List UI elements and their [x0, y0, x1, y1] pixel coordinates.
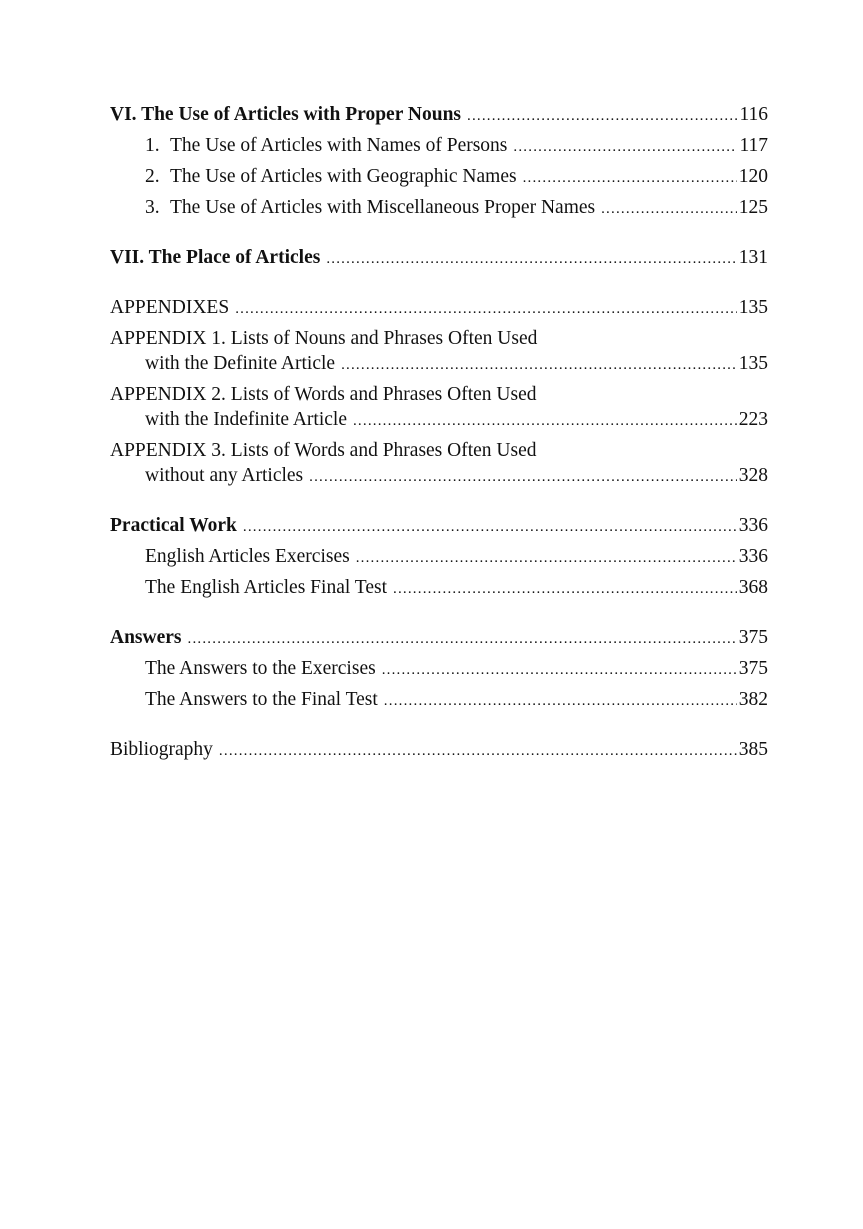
dot-leader	[326, 247, 736, 272]
entry-title-line-2: with the Definite Article	[145, 353, 336, 374]
dot-leader	[188, 627, 737, 652]
section-spacer	[110, 494, 768, 513]
page-number: 382	[738, 689, 768, 710]
page-number: 375	[738, 627, 768, 648]
dot-leader	[467, 104, 737, 129]
entry-number: 1.	[145, 135, 160, 156]
page-number: 336	[738, 515, 768, 536]
toc-entry-answers[interactable]	[110, 625, 768, 656]
entry-title-line-2: with the Indefinite Article	[145, 409, 347, 430]
section-spacer	[110, 226, 768, 245]
page-number: 328	[738, 465, 768, 486]
dot-leader	[243, 515, 737, 540]
entry-title-line-2-row	[110, 351, 768, 382]
dot-leader	[382, 658, 737, 683]
dot-leader	[309, 465, 737, 490]
toc-entry-practical-work[interactable]	[110, 513, 768, 544]
page-number: 336	[738, 546, 768, 567]
page-number: 120	[738, 166, 768, 187]
toc-entry-appendix-3[interactable]	[110, 438, 768, 494]
entry-title: The Use of Articles with Geographic Names	[170, 166, 517, 187]
page-number: 368	[738, 577, 768, 598]
entry-title: Answers	[110, 627, 182, 648]
section-spacer	[110, 606, 768, 625]
dot-leader	[513, 135, 737, 160]
toc-entry-final-test[interactable]	[110, 575, 768, 606]
entry-title: The Use of Articles with Miscellaneous Proper Names	[170, 197, 596, 218]
toc-entry-6-2[interactable]	[110, 164, 768, 195]
toc-entry-answers-final-test[interactable]	[110, 687, 768, 718]
entry-title: VI. The Use of Articles with Proper Nouns	[110, 104, 461, 125]
page-number: 117	[739, 135, 768, 156]
dot-leader	[353, 409, 737, 434]
entry-number: 2.	[145, 166, 160, 187]
dot-leader	[341, 353, 737, 378]
entry-title-line-1: APPENDIX 1. Lists of Nouns and Phrases Often Used	[110, 328, 538, 349]
dot-leader	[356, 546, 737, 571]
dot-leader	[384, 689, 737, 714]
toc-entry-bibliography[interactable]	[110, 737, 768, 768]
entry-title: The English Articles Final Test	[145, 577, 387, 598]
page-number: 385	[738, 739, 768, 760]
entry-title: The Answers to the Exercises	[145, 658, 376, 679]
table-of-contents	[110, 102, 768, 768]
entry-title: APPENDIXES	[110, 297, 230, 318]
entry-title: Bibliography	[110, 739, 213, 760]
entry-number: 3.	[145, 197, 160, 218]
dot-leader	[235, 297, 737, 322]
entry-title: The Use of Articles with Names of Persons	[170, 135, 508, 156]
toc-entry-appendixes[interactable]	[110, 295, 768, 326]
toc-entry-answers-exercises[interactable]	[110, 656, 768, 687]
entry-title-line-2: without any Articles	[145, 465, 304, 486]
toc-entry-6-3[interactable]	[110, 195, 768, 226]
page-number: 375	[738, 658, 768, 679]
entry-title: English Articles Exercises	[145, 546, 350, 567]
section-spacer	[110, 276, 768, 295]
dot-leader	[523, 166, 737, 191]
entry-title-line-2-row	[110, 407, 768, 438]
page-number: 223	[738, 409, 768, 430]
toc-entry-chapter-7[interactable]	[110, 245, 768, 276]
entry-title-line-2-row	[110, 463, 768, 494]
toc-entry-6-1[interactable]	[110, 133, 768, 164]
entry-title: The Answers to the Final Test	[145, 689, 378, 710]
toc-entry-appendix-1[interactable]	[110, 326, 768, 382]
page-number: 131	[738, 247, 768, 268]
page-number: 135	[738, 353, 768, 374]
dot-leader	[601, 197, 737, 222]
entry-title-line-1: APPENDIX 3. Lists of Words and Phrases Often Used	[110, 440, 537, 461]
page-number: 135	[738, 297, 768, 318]
entry-title: VII. The Place of Articles	[110, 247, 321, 268]
toc-entry-appendix-2[interactable]	[110, 382, 768, 438]
page-number: 125	[738, 197, 768, 218]
toc-entry-chapter-6[interactable]	[110, 102, 768, 133]
dot-leader	[219, 739, 737, 764]
section-spacer	[110, 718, 768, 737]
page-number: 116	[739, 104, 768, 125]
entry-title: Practical Work	[110, 515, 237, 536]
dot-leader	[393, 577, 737, 602]
toc-entry-exercises[interactable]	[110, 544, 768, 575]
entry-title-line-1: APPENDIX 2. Lists of Words and Phrases Often Used	[110, 384, 537, 405]
